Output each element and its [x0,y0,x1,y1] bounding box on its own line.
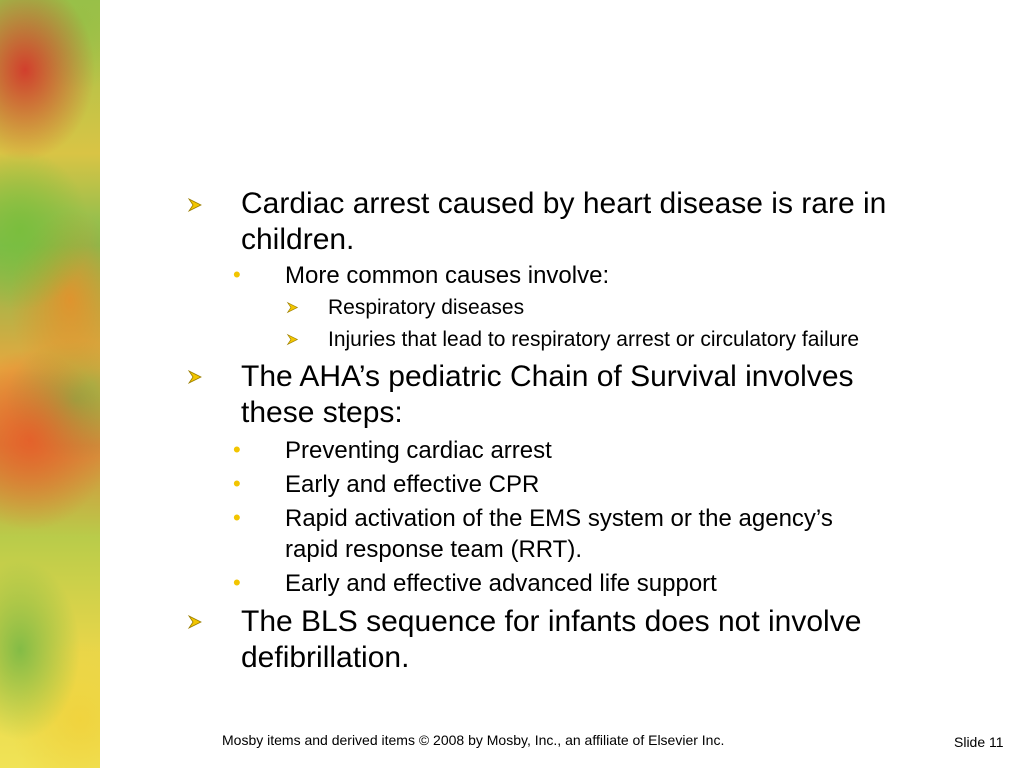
sub-sub-bullet-respiratory-diseases: Respiratory diseases [328,296,525,319]
bullet-2-text: The AHA’s pediatric Chain of Survival involves [241,360,854,393]
bullet-3-text-continued: defibrillation. [241,641,410,674]
dot-icon: • [233,437,241,462]
sub-bullet-rapid-activation: Rapid activation of the EMS system or the agency’s [285,505,833,532]
chevron-arrow-icon [187,614,203,630]
slide-number: Slide 11 [954,734,1004,750]
footer-copyright: Mosby items and derived items © 2008 by Mosby, Inc., an affiliate of Elsevier Inc. [222,732,725,748]
sub-sub-bullet-injuries: Injuries that lead to respiratory arrest or circulatory failure [328,328,860,351]
chevron-arrow-icon [187,369,203,385]
dot-icon: • [233,471,241,496]
sub-bullet-more-common-causes: More common causes involve: [285,262,610,289]
bullet-3-text: The BLS sequence for infants does not involve [241,605,862,638]
sub-bullet-preventing-cardiac-arrest: Preventing cardiac arrest [285,437,552,464]
chevron-arrow-icon [286,301,299,314]
dot-icon: • [233,570,241,595]
chevron-arrow-icon [187,197,203,213]
sub-bullet-early-effective-cpr: Early and effective CPR [285,471,540,498]
chevron-arrow-icon [286,333,299,346]
sub-bullet-rapid-activation-continued: rapid response team (RRT). [285,536,582,563]
bullet-1-text-continued: children. [241,223,355,256]
bullet-2-text-continued: these steps: [241,396,403,429]
bullet-1-text: Cardiac arrest caused by heart disease is rare in [241,187,887,220]
sub-bullet-advanced-life-support: Early and effective advanced life support [285,570,717,597]
dot-icon: • [233,505,241,530]
dot-icon: • [233,262,241,287]
